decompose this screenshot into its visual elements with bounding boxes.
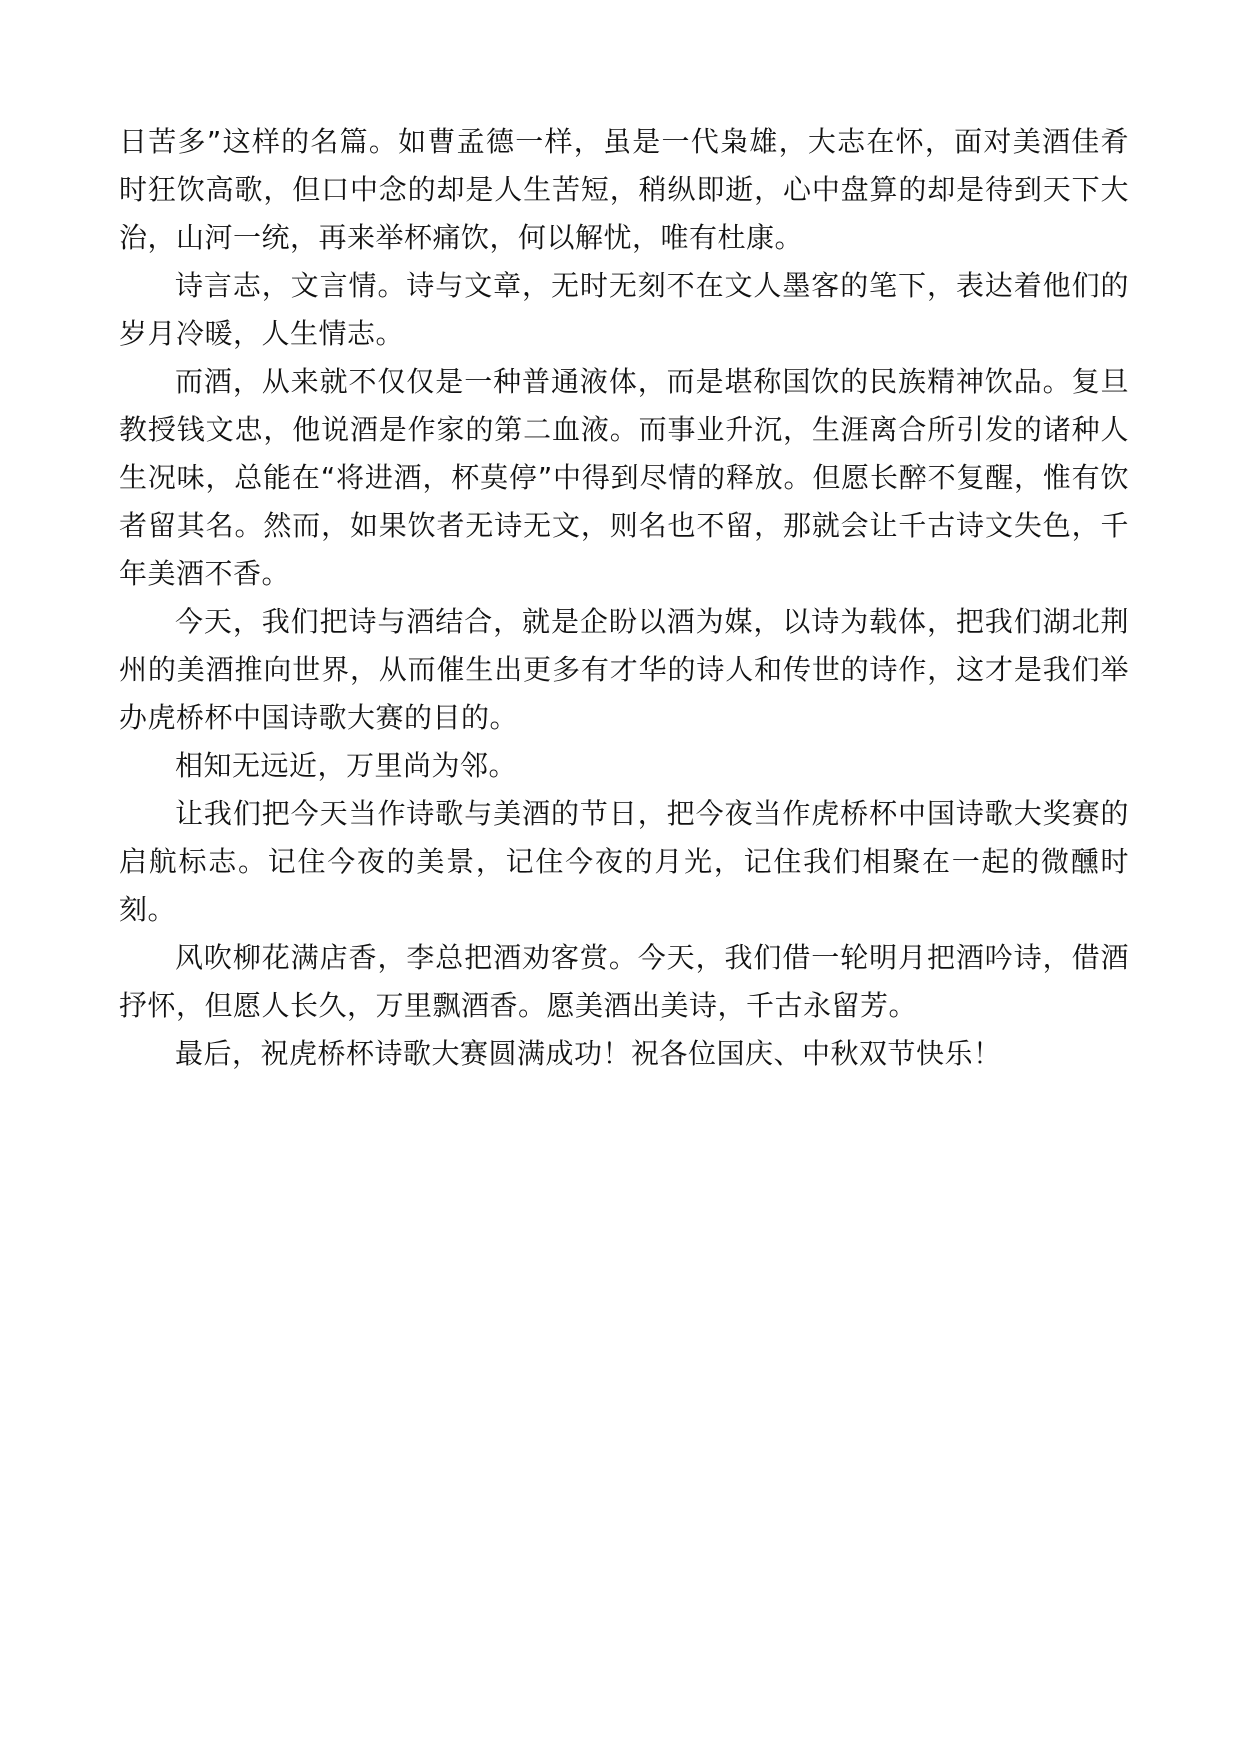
- paragraph-wine-spirit: 而酒，从来就不仅仅是一种普通液体，而是堪称国饮的民族精神饮品。复旦教授钱文忠，他说酒是作家的第二血液。而事业升沉，生涯离合所引发的诸种人生况味，总能在“将进酒，杯莫停”中得到尽情的释放。但愿长醉不复醒，惟有饮者留其名。然而，如果饮者无诗无文，则名也不留，那就会让千古诗文失色，千年美酒不香。: [119, 365, 1129, 590]
- paragraph-today-poetry-wine: 今天，我们把诗与酒结合，就是企盼以酒为媒，以诗为载体，把我们湖北荆州的美酒推向世界，从而催生出更多有才华的诗人和传世的诗作，这才是我们举办虎桥杯中国诗歌大赛的目的。: [119, 605, 1129, 734]
- paragraph-continuation: 日苦多”这样的名篇。如曹孟德一样，虽是一代枭雄，大志在怀，面对美酒佳肴时狂饮高歌，但口中念的却是人生苦短，稍纵即逝，心中盘算的却是待到天下大治，山河一统，再来举杯痛饮，何以解忧，唯有杜康。: [119, 125, 1129, 254]
- paragraph-festival: 让我们把今天当作诗歌与美酒的节日，把今夜当作虎桥杯中国诗歌大奖赛的启航标志。记住今夜的美景，记住今夜的月光，记住我们相聚在一起的微醺时刻。: [119, 797, 1129, 926]
- paragraph-wind-willow: 风吹柳花满店香，李总把酒劝客赏。今天，我们借一轮明月把酒吟诗，借酒抒怀，但愿人长久，万里飘酒香。愿美酒出美诗，千古永留芳。: [119, 941, 1129, 1022]
- paragraph-closing-wishes: 最后，祝虎桥杯诗歌大赛圆满成功！祝各位国庆、中秋双节快乐！: [175, 1037, 1002, 1070]
- document-body: [119, 118, 1129, 1078]
- paragraph-friendship: 相知无远近，万里尚为邻。: [175, 749, 518, 782]
- paragraph-poetry-and-prose: 诗言志，文言情。诗与文章，无时无刻不在文人墨客的笔下，表达着他们的岁月冷暖，人生情志。: [119, 269, 1129, 350]
